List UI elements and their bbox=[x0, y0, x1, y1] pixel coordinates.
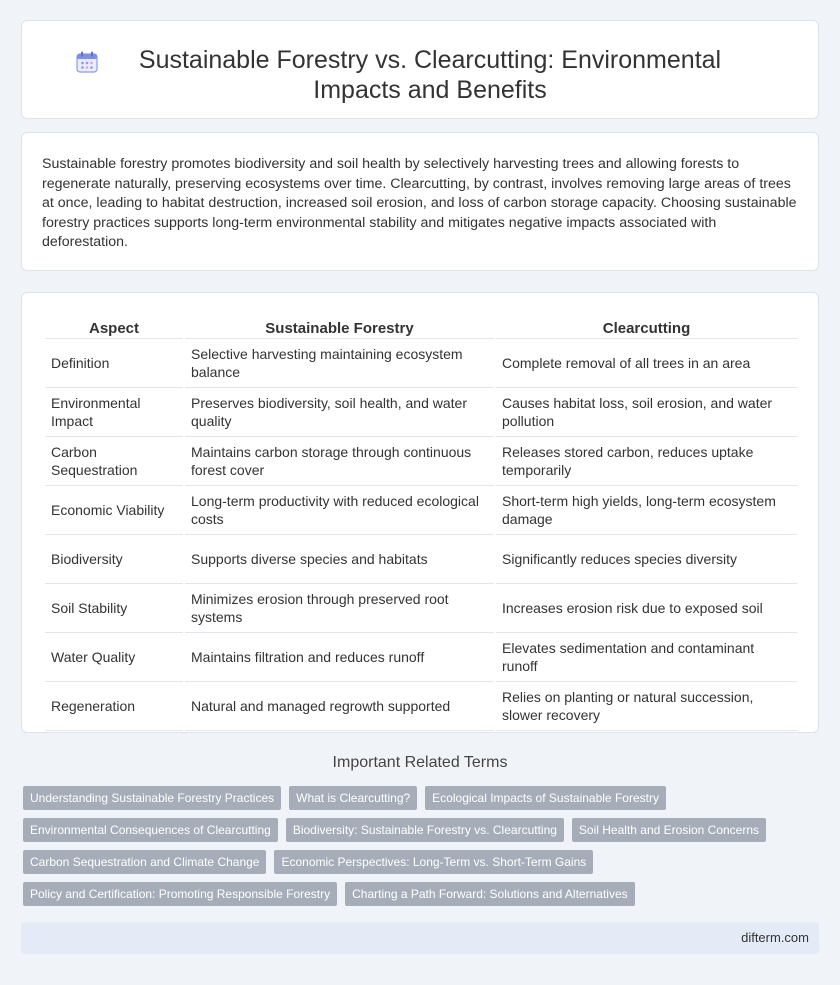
column-header-aspect: Aspect bbox=[45, 314, 183, 339]
column-header-sustainable-forestry: Sustainable Forestry bbox=[185, 314, 494, 339]
table-header-row bbox=[45, 314, 797, 339]
related-terms-heading: Important Related Terms bbox=[332, 754, 508, 771]
clearcutting-cell: Releases stored carbon, reduces uptake temporarily bbox=[496, 437, 797, 486]
related-term-tag[interactable]: Economic Perspectives: Long-Term vs. Short-Term Gains bbox=[274, 850, 593, 874]
sustainable-cell: Long-term productivity with reduced ecological costs bbox=[185, 486, 494, 535]
table-row bbox=[45, 486, 797, 535]
aspect-cell: Regeneration bbox=[45, 682, 183, 731]
sustainable-cell: Maintains carbon storage through continuous forest cover bbox=[185, 437, 494, 486]
comparison-table bbox=[43, 314, 799, 731]
sustainable-cell: Preserves biodiversity, soil health, and water quality bbox=[185, 388, 494, 437]
related-term-tag[interactable]: Understanding Sustainable Forestry Practices bbox=[23, 786, 281, 810]
related-term-tag[interactable]: Environmental Consequences of Clearcutting bbox=[23, 818, 278, 842]
clearcutting-cell: Significantly reduces species diversity bbox=[496, 535, 797, 584]
intro-card bbox=[21, 132, 819, 271]
table-row bbox=[45, 535, 797, 584]
aspect-cell: Definition bbox=[45, 339, 183, 388]
sustainable-cell: Natural and managed regrowth supported bbox=[185, 682, 494, 731]
table-row bbox=[45, 437, 797, 486]
sustainable-cell: Supports diverse species and habitats bbox=[185, 535, 494, 584]
intro-paragraph: Sustainable forestry promotes biodiversity and soil health by selectively harvesting trees and allowing forests to regenerate naturally, preserving ecosystems over time. Clearcutting, by contrast, involves removing large areas of trees at once, leading to habitat destruction, increased soil erosion, and loss of carbon storage capacity. Choosing sustainable forestry practices supports long-term environmental stability and mitigates negative impacts associated with deforestation. bbox=[42, 156, 797, 251]
clearcutting-cell: Elevates sedimentation and contaminant runoff bbox=[496, 633, 797, 682]
related-term-tag[interactable]: Carbon Sequestration and Climate Change bbox=[23, 850, 266, 874]
table-row bbox=[45, 633, 797, 682]
aspect-cell: Carbon Sequestration bbox=[45, 437, 183, 486]
aspect-cell: Biodiversity bbox=[45, 535, 183, 584]
sustainable-cell: Minimizes erosion through preserved root systems bbox=[185, 584, 494, 633]
title-wrap bbox=[62, 45, 778, 105]
table-row bbox=[45, 339, 797, 388]
calendar-icon bbox=[74, 49, 100, 75]
column-header-clearcutting: Clearcutting bbox=[496, 314, 797, 339]
aspect-cell: Soil Stability bbox=[45, 584, 183, 633]
aspect-cell: Water Quality bbox=[45, 633, 183, 682]
comparison-table-card bbox=[21, 292, 819, 733]
clearcutting-cell: Increases erosion risk due to exposed soil bbox=[496, 584, 797, 633]
clearcutting-cell: Relies on planting or natural succession, slower recovery bbox=[496, 682, 797, 731]
table-row bbox=[45, 584, 797, 633]
clearcutting-cell: Complete removal of all trees in an area bbox=[496, 339, 797, 388]
clearcutting-cell: Short-term high yields, long-term ecosystem damage bbox=[496, 486, 797, 535]
aspect-cell: Environmental Impact bbox=[45, 388, 183, 437]
table-row bbox=[45, 682, 797, 731]
header-card bbox=[21, 20, 819, 119]
footer-site-link[interactable]: difterm.com bbox=[741, 930, 809, 945]
related-term-tag[interactable]: Biodiversity: Sustainable Forestry vs. Clearcutting bbox=[286, 818, 564, 842]
related-term-tag[interactable]: Charting a Path Forward: Solutions and Alternatives bbox=[345, 882, 634, 906]
table-row bbox=[45, 388, 797, 437]
related-term-tag[interactable]: Policy and Certification: Promoting Responsible Forestry bbox=[23, 882, 337, 906]
aspect-cell: Economic Viability bbox=[45, 486, 183, 535]
sustainable-cell: Selective harvesting maintaining ecosystem balance bbox=[185, 339, 494, 388]
sustainable-cell: Maintains filtration and reduces runoff bbox=[185, 633, 494, 682]
related-term-tag[interactable]: Ecological Impacts of Sustainable Forestry bbox=[425, 786, 666, 810]
related-term-tag[interactable]: What is Clearcutting? bbox=[289, 786, 417, 810]
page-title: Sustainable Forestry vs. Clearcutting: Environmental Impacts and Benefits bbox=[138, 46, 722, 104]
clearcutting-cell: Causes habitat loss, soil erosion, and water pollution bbox=[496, 388, 797, 437]
footer-bar bbox=[21, 922, 819, 954]
related-term-tag[interactable]: Soil Health and Erosion Concerns bbox=[572, 818, 766, 842]
related-terms-list bbox=[23, 786, 803, 906]
